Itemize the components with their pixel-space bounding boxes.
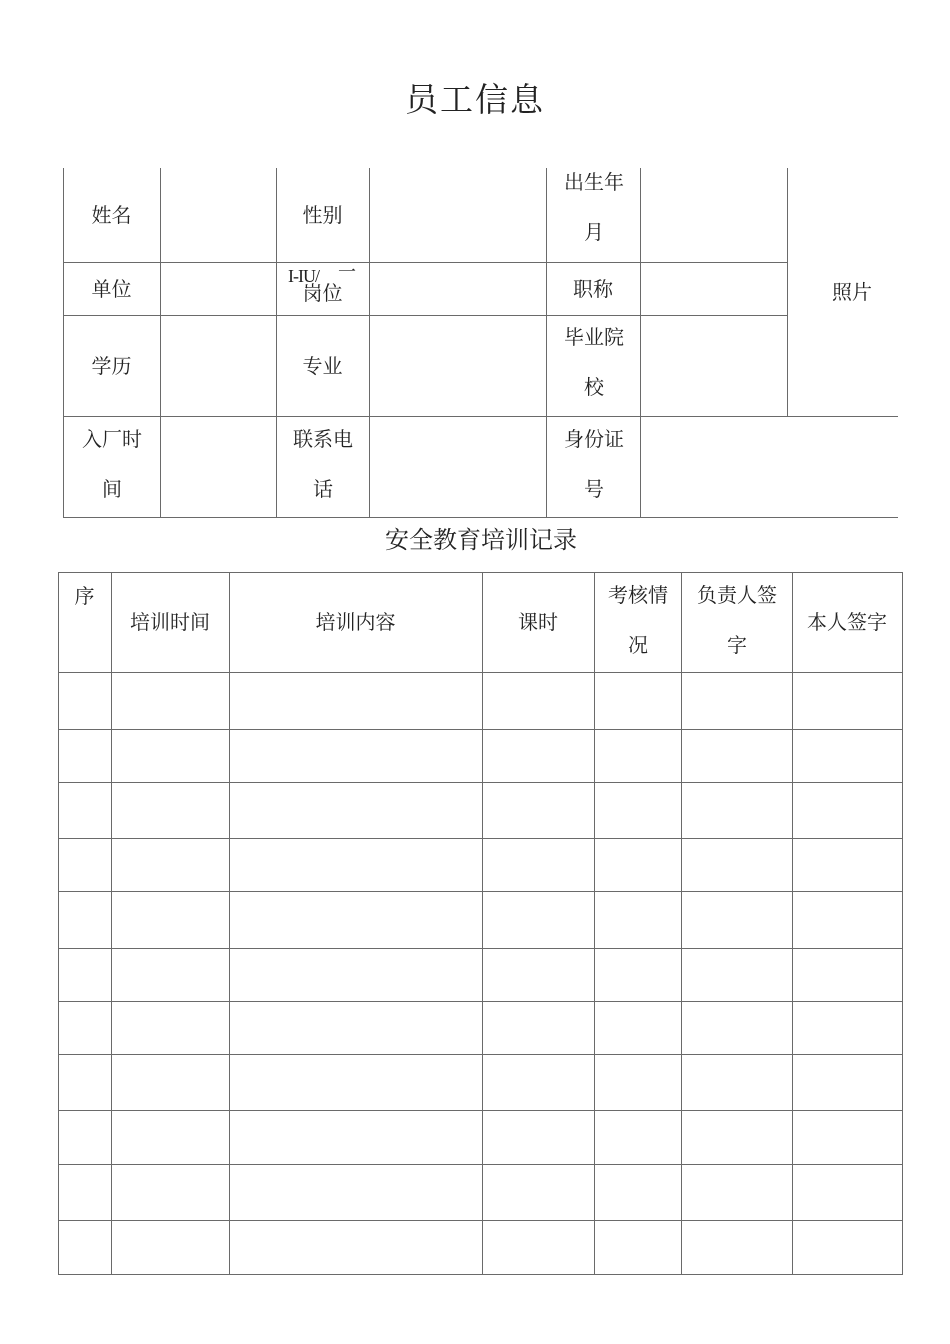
cell-self-sign[interactable] — [792, 782, 902, 838]
id-number-field[interactable] — [640, 416, 898, 517]
column-header-hours: 课时 — [518, 610, 558, 634]
cell-seq[interactable] — [58, 1220, 111, 1274]
id-number-label: 身份证号 — [564, 427, 624, 501]
cell-hours[interactable] — [482, 1110, 594, 1164]
cell-content[interactable] — [229, 891, 482, 948]
cell-supervisor-sign[interactable] — [681, 1001, 792, 1054]
cell-date[interactable] — [111, 891, 229, 948]
unit-field[interactable] — [160, 262, 276, 315]
cell-date[interactable] — [111, 1110, 229, 1164]
job-title-label: 职称 — [573, 276, 613, 301]
cell-self-sign[interactable] — [792, 891, 902, 948]
cell-supervisor-sign[interactable] — [681, 729, 792, 782]
cell-date[interactable] — [111, 672, 229, 729]
cell-seq[interactable] — [58, 672, 111, 729]
cell-assessment[interactable] — [594, 838, 681, 891]
cell-hours[interactable] — [482, 948, 594, 1001]
school-label: 毕业院校 — [564, 325, 624, 399]
cell-assessment[interactable] — [594, 1001, 681, 1054]
table-rule — [58, 1274, 903, 1275]
cell-self-sign[interactable] — [792, 838, 902, 891]
cell-date[interactable] — [111, 1001, 229, 1054]
cell-date[interactable] — [111, 948, 229, 1001]
cell-date[interactable] — [111, 1054, 229, 1110]
cell-content[interactable] — [229, 838, 482, 891]
column-header-seq: 序 — [74, 584, 95, 608]
cell-self-sign[interactable] — [792, 1164, 902, 1220]
cell-seq[interactable] — [58, 1001, 111, 1054]
cell-hours[interactable] — [482, 729, 594, 782]
cell-hours[interactable] — [482, 1001, 594, 1054]
cell-supervisor-sign[interactable] — [681, 891, 792, 948]
cell-seq[interactable] — [58, 891, 111, 948]
job-title-field[interactable] — [640, 262, 787, 315]
column-header-date: 培训时间 — [130, 610, 210, 634]
cell-date[interactable] — [111, 1164, 229, 1220]
cell-content[interactable] — [229, 1220, 482, 1274]
name-field[interactable] — [160, 168, 276, 262]
education-field[interactable] — [160, 315, 276, 416]
table-rule — [546, 168, 547, 517]
cell-supervisor-sign[interactable] — [681, 1054, 792, 1110]
cell-supervisor-sign[interactable] — [681, 948, 792, 1001]
cell-content[interactable] — [229, 672, 482, 729]
cell-hours[interactable] — [482, 1164, 594, 1220]
cell-seq[interactable] — [58, 1054, 111, 1110]
cell-content[interactable] — [229, 1164, 482, 1220]
cell-self-sign[interactable] — [792, 1220, 902, 1274]
cell-hours[interactable] — [482, 838, 594, 891]
cell-assessment[interactable] — [594, 782, 681, 838]
cell-content[interactable] — [229, 1110, 482, 1164]
cell-seq[interactable] — [58, 1164, 111, 1220]
cell-self-sign[interactable] — [792, 729, 902, 782]
column-header-content: 培训内容 — [315, 610, 396, 634]
unit-label: 单位 — [91, 276, 132, 301]
cell-seq[interactable] — [58, 729, 111, 782]
cell-date[interactable] — [111, 782, 229, 838]
table-rule — [63, 517, 898, 518]
cell-supervisor-sign[interactable] — [681, 1110, 792, 1164]
cell-hours[interactable] — [482, 891, 594, 948]
column-header-self-sign: 本人签字 — [807, 610, 887, 634]
position-overprint: I-IU/ — [288, 266, 319, 286]
cell-hours[interactable] — [482, 782, 594, 838]
table-rule — [902, 572, 903, 1274]
position-field[interactable] — [369, 262, 546, 315]
school-field[interactable] — [640, 315, 787, 416]
major-field[interactable] — [369, 315, 546, 416]
cell-assessment[interactable] — [594, 672, 681, 729]
join-date-label: 入厂时间 — [82, 427, 142, 501]
cell-seq[interactable] — [58, 782, 111, 838]
cell-assessment[interactable] — [594, 1164, 681, 1220]
cell-seq[interactable] — [58, 1110, 111, 1164]
gender-field[interactable] — [369, 168, 546, 262]
cell-content[interactable] — [229, 1054, 482, 1110]
cell-assessment[interactable] — [594, 1220, 681, 1274]
cell-content[interactable] — [229, 729, 482, 782]
cell-assessment[interactable] — [594, 1054, 681, 1110]
join-date-field[interactable] — [160, 416, 276, 517]
cell-self-sign[interactable] — [792, 948, 902, 1001]
name-label: 姓名 — [91, 203, 132, 227]
cell-supervisor-sign[interactable] — [681, 838, 792, 891]
cell-hours[interactable] — [482, 1054, 594, 1110]
cell-self-sign[interactable] — [792, 1001, 902, 1054]
cell-assessment[interactable] — [594, 729, 681, 782]
cell-assessment[interactable] — [594, 1110, 681, 1164]
position-label: 岗位 — [302, 280, 343, 305]
cell-supervisor-sign[interactable] — [681, 782, 792, 838]
cell-content[interactable] — [229, 1001, 482, 1054]
phone-label: 联系电话 — [293, 427, 353, 501]
cell-supervisor-sign[interactable] — [681, 1220, 792, 1274]
cell-content[interactable] — [229, 782, 482, 838]
cell-assessment[interactable] — [594, 891, 681, 948]
education-label: 学历 — [91, 353, 132, 378]
cell-self-sign[interactable] — [792, 1054, 902, 1110]
cell-supervisor-sign[interactable] — [681, 672, 792, 729]
cell-seq[interactable] — [58, 838, 111, 891]
birth-field[interactable] — [640, 168, 787, 262]
training-section-title: 安全教育培训记录 — [385, 526, 577, 554]
major-label: 专业 — [302, 353, 343, 378]
column-header-supervisor-sign: 负责人签字 — [697, 583, 777, 657]
cell-self-sign[interactable] — [792, 672, 902, 729]
cell-date[interactable] — [111, 729, 229, 782]
page-title: 员工信息 — [405, 80, 545, 119]
position-overprint-char: 一 — [338, 262, 355, 282]
phone-field[interactable] — [369, 416, 546, 517]
cell-seq[interactable] — [58, 948, 111, 1001]
cell-hours[interactable] — [482, 1220, 594, 1274]
photo-box[interactable]: 照片 — [832, 280, 872, 304]
cell-hours[interactable] — [482, 672, 594, 729]
column-header-assessment: 考核情况 — [608, 583, 668, 657]
cell-assessment[interactable] — [594, 948, 681, 1001]
birth-label: 出生年月 — [564, 170, 624, 244]
cell-date[interactable] — [111, 838, 229, 891]
cell-supervisor-sign[interactable] — [681, 1164, 792, 1220]
cell-date[interactable] — [111, 1220, 229, 1274]
gender-label: 性别 — [302, 203, 343, 227]
cell-content[interactable] — [229, 948, 482, 1001]
cell-self-sign[interactable] — [792, 1110, 902, 1164]
